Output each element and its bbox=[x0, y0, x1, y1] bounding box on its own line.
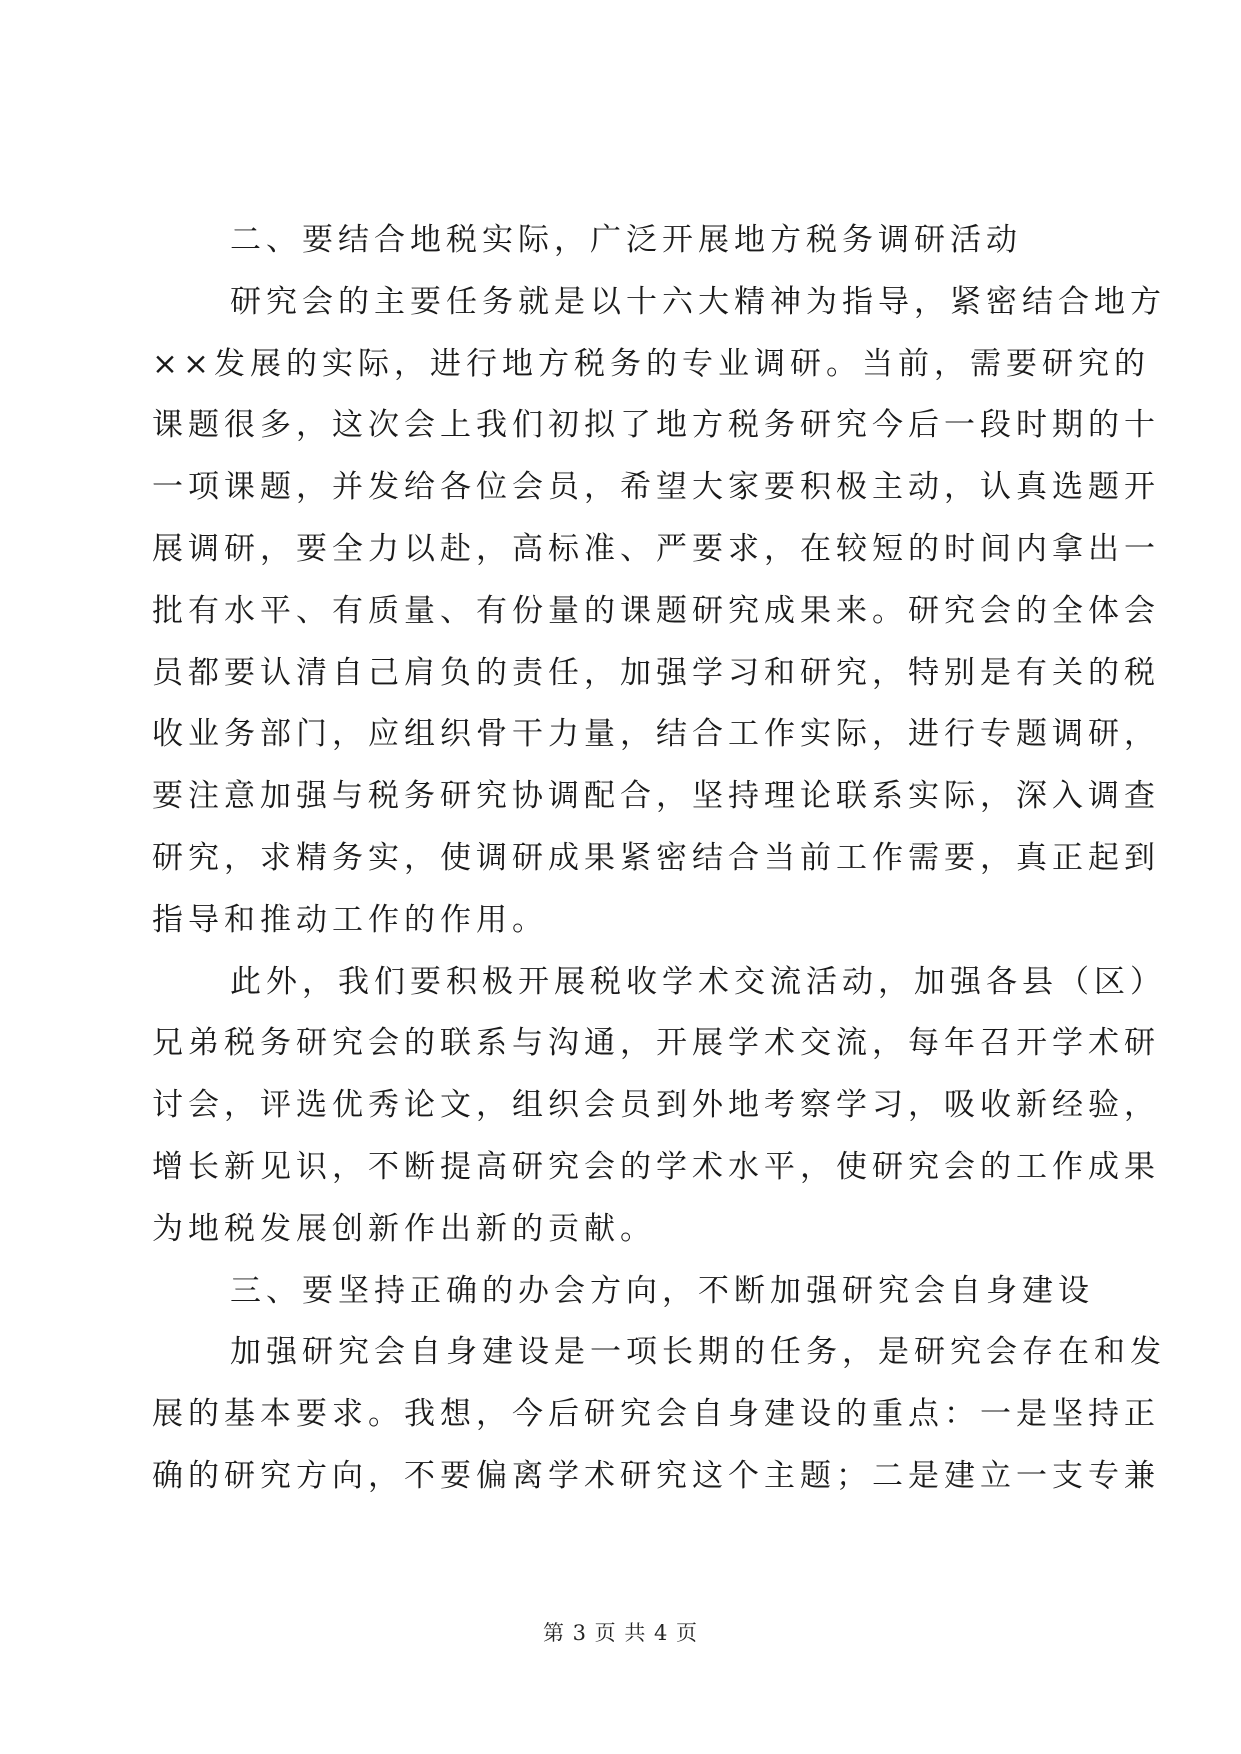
paragraph-line: ××发展的实际，进行地方税务的专业调研。当前，需要研究的 bbox=[152, 345, 1150, 382]
paragraph-line: 研究会的主要任务就是以十六大精神为指导，紧密结合地方 bbox=[230, 283, 1166, 320]
paragraph-line: 员都要认清自己肩负的责任，加强学习和研究，特别是有关的税 bbox=[152, 654, 1160, 691]
paragraph-line: 一项课题，并发给各位会员，希望大家要积极主动，认真选题开 bbox=[152, 469, 1160, 506]
page-footer: 第 3 页 共 4 页 bbox=[542, 1621, 699, 1645]
paragraph-line: 此外，我们要积极开展税收学术交流活动，加强各县（区） bbox=[230, 963, 1166, 1000]
paragraph-line: 收业务部门，应组织骨干力量，结合工作实际，进行专题调研， bbox=[152, 716, 1160, 753]
paragraph-line: 研究，求精务实，使调研成果紧密结合当前工作需要，真正起到 bbox=[152, 839, 1160, 876]
paragraph-line: 课题很多，这次会上我们初拟了地方税务研究今后一段时期的十 bbox=[152, 407, 1160, 444]
paragraph-line: 加强研究会自身建设是一项长期的任务，是研究会存在和发 bbox=[230, 1334, 1166, 1371]
paragraph-line: 兄弟税务研究会的联系与沟通，开展学术交流，每年召开学术研 bbox=[152, 1025, 1160, 1062]
paragraph-line: 确的研究方向，不要偏离学术研究这个主题；二是建立一支专兼 bbox=[152, 1457, 1160, 1494]
paragraph-line: 增长新见识，不断提高研究会的学术水平，使研究会的工作成果 bbox=[152, 1148, 1160, 1185]
section-heading: 三、要坚持正确的办会方向，不断加强研究会自身建设 bbox=[230, 1272, 1094, 1309]
paragraph-line: 指导和推动工作的作用。 bbox=[152, 901, 548, 938]
paragraph-line: 讨会，评选优秀论文，组织会员到外地考察学习，吸收新经验， bbox=[152, 1087, 1160, 1124]
paragraph-line: 展调研，要全力以赴，高标准、严要求，在较短的时间内拿出一 bbox=[152, 530, 1160, 567]
paragraph-line: 为地税发展创新作出新的贡献。 bbox=[152, 1210, 656, 1247]
document-body bbox=[152, 210, 1166, 1508]
paragraph-line: 要注意加强与税务研究协调配合，坚持理论联系实际，深入调查 bbox=[152, 778, 1160, 815]
section-heading: 二、要结合地税实际，广泛开展地方税务调研活动 bbox=[230, 222, 1022, 258]
paragraph-line: 批有水平、有质量、有份量的课题研究成果来。研究会的全体会 bbox=[152, 592, 1160, 629]
paragraph-line: 展的基本要求。我想，今后研究会自身建设的重点：一是坚持正 bbox=[152, 1396, 1160, 1433]
